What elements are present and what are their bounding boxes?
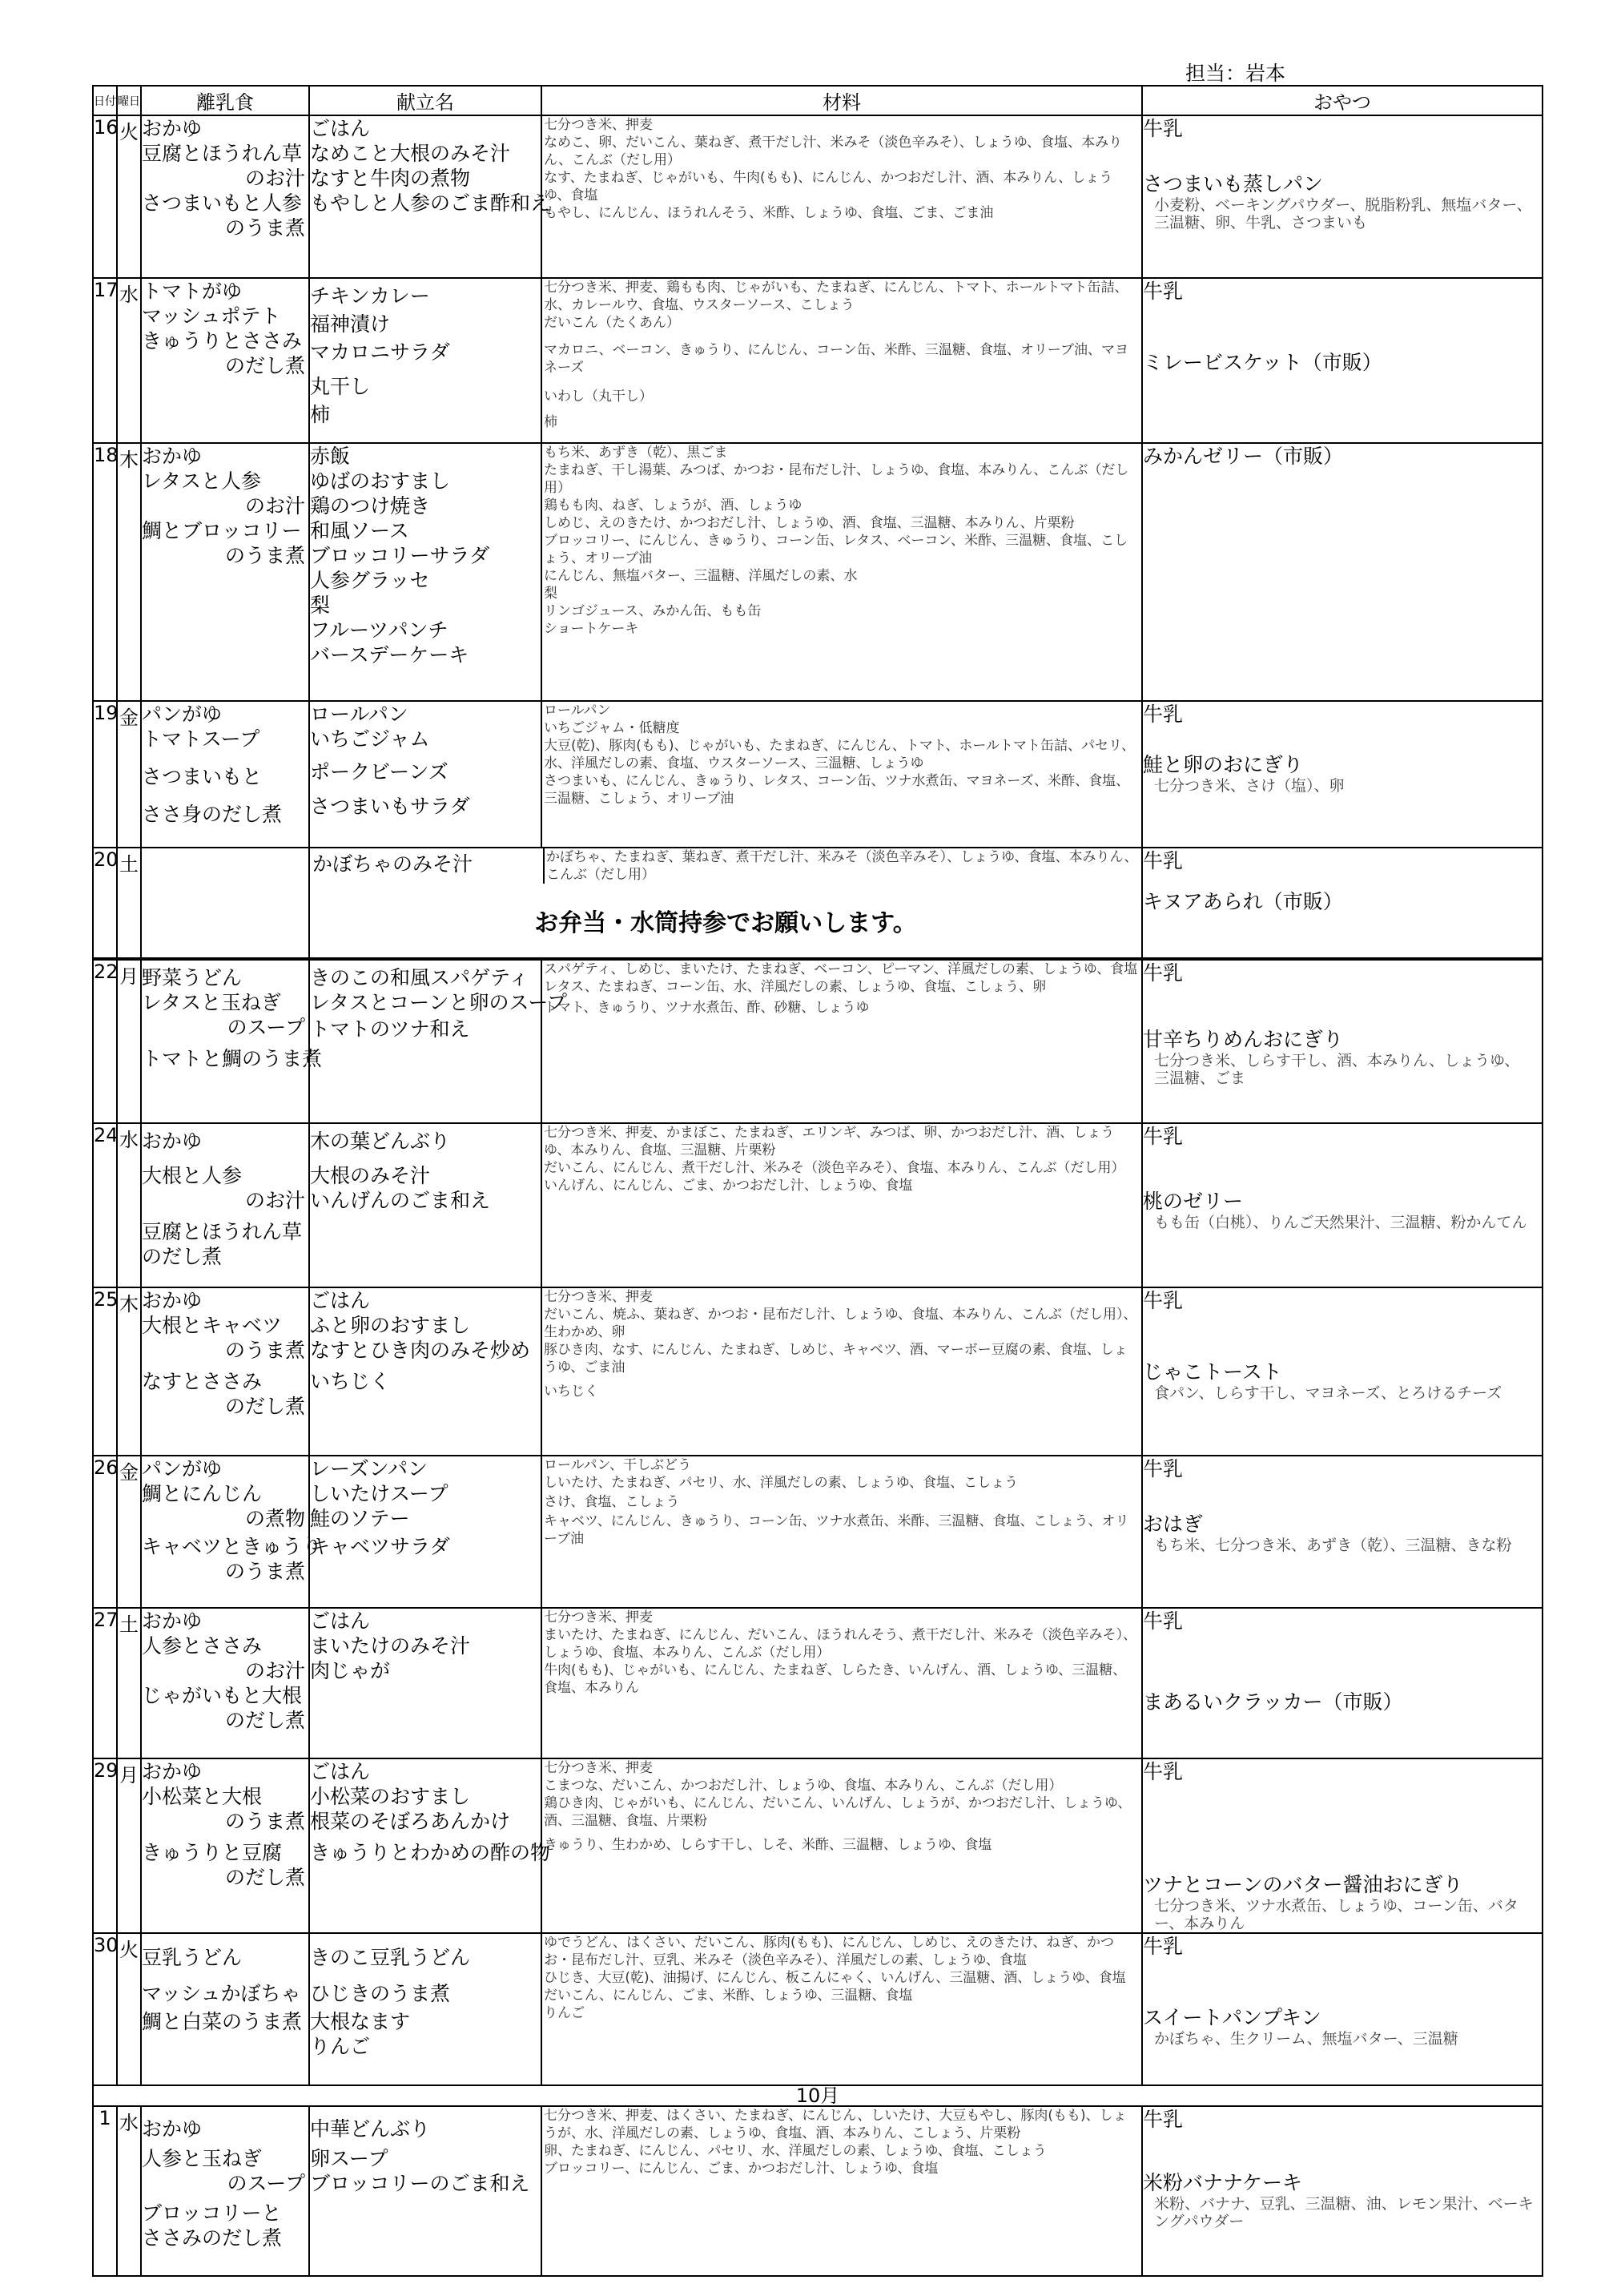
rinyu-item: おかゆ (142, 117, 203, 140)
month-row (93, 2085, 1543, 2106)
oyatsu-ingredients: かぼちゃ、生クリーム、無塩バター、三温糖 (1154, 2030, 1458, 2048)
kondate-item: チキンカレー (310, 284, 430, 308)
zairyo-item: 梨 (544, 586, 557, 602)
oyatsu-cell (1142, 848, 1543, 959)
oyatsu-item: 牛乳 (1143, 1125, 1184, 1148)
menu-body (93, 115, 1543, 2276)
day-date: 22 (93, 959, 117, 1123)
zairyo-item: だいこん、焼ふ、葉ねぎ、かつお・昆布だし汁、しょうゆ、食塩、本みりん、こんぶ（だし用）、生わかめ、卵 (544, 1307, 1137, 1340)
day-row (93, 701, 1543, 848)
rinyu-item: きゅうりと豆腐 (142, 1841, 283, 1864)
oyatsu-item: ミレービスケット（市販） (1143, 351, 1382, 374)
header-oyatsu: おやつ (1142, 86, 1543, 115)
zairyo-cell (541, 1608, 1142, 1758)
day-weekday: 月 (117, 1758, 141, 1933)
zairyo-item: りんご (544, 2005, 585, 2021)
zairyo-item: ロールパン、干しぶどう (544, 1457, 692, 1473)
rinyu-cell (141, 701, 309, 848)
kondate-item: 梨 (310, 594, 331, 617)
kondate-item: 丸干し (310, 375, 371, 398)
zairyo-item: リンゴジュース、みかん缶、もも缶 (544, 603, 762, 619)
oyatsu-item: 鮭と卵のおにぎり (1143, 753, 1304, 776)
oyatsu-cell (1142, 2106, 1543, 2276)
kondate-item: 和風ソース (310, 519, 409, 542)
kondate-item: いんげんのごま和え (310, 1189, 491, 1212)
oyatsu-ingredients: 米粉、バナナ、豆乳、三温糖、油、レモン果汁、ベーキングパウダー (1154, 2195, 1534, 2230)
zairyo-item: さつまいも、にんじん、きゅうり、レタス、コーン缶、ツナ水煮缶、マヨネーズ、米酢、食塩、三温糖、こしょう、オリーブ油 (544, 773, 1130, 807)
oyatsu-item: 牛乳 (1143, 1289, 1184, 1312)
oyatsu-item: 牛乳 (1143, 1760, 1184, 1783)
day-date: 20 (93, 848, 117, 959)
rinyu-item: パンがゆ (142, 1457, 223, 1480)
kondate-item: マカロニサラダ (310, 340, 450, 364)
month-label: 10月 (93, 2085, 1543, 2106)
oyatsu-cell (1142, 1287, 1543, 1456)
rinyu-item: おかゆ (142, 2117, 203, 2141)
rinyu-item: レタスと玉ねぎ (142, 991, 282, 1014)
zairyo-item: 七分つき米、押麦 (544, 1609, 653, 1625)
header-date: 日付 (93, 86, 117, 115)
oyatsu-item: じゃこトースト (1143, 1360, 1282, 1384)
rinyu-item: レタスと人参 (142, 469, 262, 493)
oyatsu-ingredients: 小麦粉、ベーキングパウダー、脱脂粉乳、無塩バター、三温糖、卵、牛乳、さつまいも (1154, 196, 1532, 232)
zairyo-item: だいこん、にんじん、煮干だし汁、米みそ（淡色辛みそ）、食塩、本みりん、こんぶ（だし用） (544, 1160, 1125, 1176)
kondate-item: 鶏のつけ焼き (310, 494, 431, 518)
oyatsu-ingredients: 食パン、しらす干し、マヨネーズ、とろけるチーズ (1154, 1384, 1502, 1402)
kondate-item: レーズンパン (310, 1457, 428, 1480)
zairyo-item: マカロニ、ベーコン、きゅうり、にんじん、コーン缶、米酢、三温糖、食塩、オリーブ油、マヨネーズ (544, 342, 1128, 376)
kondate-item: きのこ豆乳うどん (310, 1946, 471, 1969)
day-weekday: 金 (117, 701, 141, 848)
rinyu-item: のだし煮 (142, 1245, 223, 1268)
rinyu-item: 鯛とにんじん (142, 1482, 263, 1505)
kondate-item: 木の葉どんぶり (310, 1130, 451, 1153)
rinyu-item: のスープ (227, 2172, 305, 2195)
rinyu-item: 豆腐とほうれん草 (142, 1220, 303, 1243)
kondate-cell (309, 1287, 541, 1456)
rinyu-item: 鯛とブロッコリー (142, 519, 302, 542)
day-row (93, 443, 1543, 701)
zairyo-item: にんじん、無塩バター、三温糖、洋風だしの素、水 (544, 568, 858, 584)
zairyo-item: 大豆(乾)、豚肉(もも)、じゃがいも、たまねぎ、にんじん、トマト、ホールトマト缶詰、パセリ、水、洋風だしの素、食塩、ウスターソース、三温糖、しょうゆ (544, 738, 1136, 771)
zairyo-cell (541, 701, 1142, 848)
day-weekday: 水 (117, 1123, 141, 1287)
zairyo-item: ブロッコリー、にんじん、ごま、かつおだし汁、しょうゆ、食塩 (544, 2161, 939, 2177)
zairyo-item: いんげん、にんじん、ごま、かつおだし汁、しょうゆ、食塩 (544, 1178, 913, 1194)
oyatsu-cell (1142, 701, 1543, 848)
kondate-item: 小松菜のおすまし (310, 1785, 471, 1808)
rinyu-item: 大根とキャベツ (142, 1314, 283, 1337)
zairyo-item: さけ、食塩、こしょう (544, 1494, 680, 1510)
oyatsu-cell (1142, 1123, 1543, 1287)
oyatsu-item: まあるいクラッカー（市販） (1143, 1690, 1403, 1714)
rinyu-item: マッシュかぼちゃ (142, 1982, 301, 2005)
zairyo-item: なめこ、卵、だいこん、葉ねぎ、煮干だし汁、米みそ（淡色辛みそ）、しょうゆ、食塩、本みりん、こんぶ（だし用） (544, 135, 1123, 168)
menu-table (92, 85, 1543, 2277)
oyatsu-item: 牛乳 (1143, 849, 1184, 872)
rinyu-item: おかゆ (142, 1289, 203, 1312)
kondate-item: きゅうりとわかめの酢の物 (310, 1841, 551, 1864)
zairyo-item: キャベツ、にんじん、きゅうり、コーン缶、ツナ水煮缶、米酢、三温糖、食塩、こしょう、オリーブ油 (544, 1513, 1129, 1547)
kondate-cell (309, 443, 541, 701)
rinyu-cell (141, 2106, 309, 2276)
rinyu-item: さつまいもと人参 (142, 191, 303, 215)
zairyo-item: スパゲティ、しめじ、まいたけ、たまねぎ、ベーコン、ピーマン、洋風だしの素、しょうゆ、食塩 (544, 961, 1138, 977)
day-weekday: 木 (117, 443, 141, 701)
zairyo-cell (541, 278, 1142, 443)
rinyu-item: のうま煮 (224, 1810, 305, 1833)
zairyo-item: 七分つき米、押麦 (544, 117, 653, 133)
oyatsu-item: 牛乳 (1143, 280, 1184, 303)
kondate-item: 根菜のそぼろあんかけ (310, 1810, 511, 1833)
zairyo-item: もやし、にんじん、ほうれんそう、米酢、しょうゆ、食塩、ごま、ごま油 (544, 205, 994, 221)
day-weekday: 土 (117, 848, 141, 959)
zairyo-item: ゆでうどん、はくさい、だいこん、豚肉(もも)、にんじん、しめじ、えのきたけ、ねぎ、かつお・昆布だし汁、豆乳、米みそ（淡色辛みそ）、洋風だしの素、しょうゆ、食塩 (544, 1935, 1114, 1968)
rinyu-item: のだし煮 (224, 1395, 305, 1418)
oyatsu-item: 桃のゼリー (1143, 1190, 1244, 1213)
zairyo-cell (541, 2106, 1142, 2276)
rinyu-item: のお汁 (244, 167, 305, 190)
oyatsu-item: キヌアあられ（市販） (1143, 890, 1343, 913)
oyatsu-ingredients: 七分つき米、さけ（塩）、卵 (1154, 777, 1345, 795)
kondate-cell (309, 115, 551, 278)
rinyu-item: 人参とささみ (142, 1634, 263, 1658)
kondate-item: トマトのツナ和え (310, 1017, 470, 1041)
kondate-item: かぼちゃのみそ汁 (312, 852, 473, 876)
kondate-item: ごはん (310, 1289, 371, 1312)
kondate-item: ひじきのうま煮 (310, 1982, 451, 2005)
kondate-cell (309, 278, 541, 443)
rinyu-cell (141, 1933, 309, 2085)
rinyu-item: のスープ (227, 1016, 305, 1039)
rinyu-cell (141, 1608, 309, 1758)
kondate-item: 鮭のソテー (310, 1507, 410, 1530)
kondate-item: 大根のみそ汁 (310, 1164, 431, 1187)
zairyo-item: だいこん、にんじん、ごま、米酢、しょうゆ、三温糖、食塩 (544, 1988, 913, 2004)
zairyo-cell (541, 1933, 1142, 2085)
rinyu-cell (141, 848, 309, 959)
oyatsu-ingredients: 七分つき米、ツナ水煮缶、しょうゆ、コーン缶、バター、本みりん (1154, 1897, 1518, 1932)
zairyo-item: ブロッコリー、にんじん、きゅうり、コーン缶、レタス、ベーコン、米酢、三温糖、食塩、こしょう、オリーブ油 (544, 533, 1128, 566)
rinyu-item: さつまいもと (142, 765, 263, 788)
kondate-cell (309, 701, 541, 848)
kondate-zairyo-block (309, 848, 1142, 959)
rinyu-item: トマトスープ (142, 727, 260, 751)
kondate-zairyo-inner (310, 848, 1141, 884)
kondate-cell (309, 1456, 541, 1608)
day-date: 29 (93, 1758, 117, 1933)
oyatsu-ingredients: 七分つき米、しらす干し、酒、本みりん、しょうゆ、三温糖、ごま (1154, 1052, 1520, 1087)
kondate-part (310, 848, 543, 884)
header-rinyu: 離乳食 (141, 86, 309, 115)
zairyo-item: 七分つき米、押麦、鶏もも肉、じゃがいも、たまねぎ、にんじん、トマト、ホールトマト缶詰、水、カレールウ、食塩、ウスターソース、こしょう (544, 280, 1128, 313)
rinyu-item: ブロッコリーと (142, 2201, 282, 2225)
kondate-item: いちごジャム (310, 727, 430, 751)
kondate-item: ごはん (310, 117, 371, 140)
zairyo-item: 七分つき米、押麦 (544, 1760, 653, 1776)
kondate-item: バースデーケーキ (310, 643, 469, 667)
day-row (93, 278, 1543, 443)
day-date: 19 (93, 701, 117, 848)
day-row (93, 1123, 1543, 1287)
rinyu-cell (141, 959, 323, 1123)
oyatsu-cell (1142, 1758, 1543, 1933)
rinyu-item: のうま煮 (224, 216, 305, 240)
day-row (93, 959, 1543, 1123)
kondate-item: しいたけスープ (310, 1482, 448, 1505)
kondate-item: ごはん (310, 1760, 371, 1783)
rinyu-item: きゅうりとささみ (142, 329, 303, 352)
zairyo-item: かぼちゃ、たまねぎ、葉ねぎ、煮干だし汁、米みそ（淡色辛みそ）、しょうゆ、食塩、本みりん、こんぶ（だし用） (546, 849, 1138, 883)
kondate-item: もやしと人参のごま酢和え (310, 191, 551, 215)
rinyu-cell (141, 1287, 309, 1456)
day-row (93, 115, 1543, 278)
rinyu-item: じゃがいもと大根 (142, 1684, 303, 1707)
oyatsu-item: 牛乳 (1143, 1935, 1184, 1958)
rinyu-item: の煮物 (244, 1507, 305, 1530)
zairyo-item: いわし（丸干し） (544, 389, 653, 405)
kondate-item: 中華どんぶり (310, 2117, 431, 2141)
kondate-item: なすと牛肉の煮物 (310, 167, 471, 190)
kondate-item: さつまいもサラダ (310, 795, 470, 818)
zairyo-item: 牛肉(もも)、じゃがいも、にんじん、たまねぎ、しらたき、いんげん、酒、しょうゆ、三温糖、食塩、本みりん (544, 1662, 1127, 1696)
zairyo-item: 七分つき米、押麦、はくさい、たまねぎ、にんじん、しいたけ、大豆もやし、豚肉(もも)、しょうが、水、洋風だしの素、しょうゆ、食塩、酒、本みりん、こしょう、片栗粉 (544, 2108, 1127, 2141)
zairyo-cell (541, 1287, 1142, 1456)
oyatsu-item: さつまいも蒸しパン (1143, 172, 1324, 195)
rinyu-item: のうま煮 (224, 1339, 305, 1362)
kondate-cell (309, 1608, 541, 1758)
oyatsu-cell (1142, 115, 1543, 278)
kondate-item: キャベツサラダ (310, 1535, 450, 1558)
day-weekday: 木 (117, 1287, 141, 1456)
day-date: 26 (93, 1456, 117, 1608)
rinyu-item: のだし煮 (224, 354, 305, 377)
zairyo-item: 柿 (544, 414, 557, 430)
zairyo-item: だいこん（たくあん） (544, 315, 680, 331)
rinyu-item: 豆乳うどん (142, 1946, 243, 1969)
day-row (93, 2106, 1543, 2276)
zairyo-cell (541, 115, 1142, 278)
oyatsu-item: 牛乳 (1143, 1457, 1184, 1480)
zairyo-item: 鶏もも肉、ねぎ、しょうが、酒、しょうゆ (544, 497, 802, 514)
day-date: 16 (93, 115, 117, 278)
zairyo-item: 鶏ひき肉、じゃがいも、にんじん、だいこん、いんげん、しょうが、かつおだし汁、しょうゆ、酒、三温糖、食塩、片栗粉 (544, 1795, 1132, 1829)
kondate-item: 大根なます (310, 2010, 411, 2033)
rinyu-cell (141, 1758, 309, 1933)
kondate-item: 卵スープ (310, 2147, 388, 2170)
zairyo-cell (541, 443, 1142, 701)
zairyo-cell (541, 1758, 1142, 1933)
kondate-item: 福神漬け (310, 312, 391, 336)
kondate-item: なめこと大根のみそ汁 (310, 142, 511, 165)
oyatsu-cell (1142, 278, 1543, 443)
kondate-item: なすとひき肉のみそ炒め (310, 1339, 531, 1362)
oyatsu-item: 米粉バナナケーキ (1143, 2171, 1303, 2194)
zairyo-item: まいたけ、たまねぎ、にんじん、だいこん、ほうれんそう、煮干だし汁、米みそ（淡色辛みそ）、しょうゆ、食塩、本みりん、こんぶ（だし用） (544, 1627, 1137, 1661)
rinyu-cell (141, 278, 309, 443)
kondate-item: レタスとコーンと卵のスープ (310, 991, 568, 1014)
zairyo-cell (541, 1123, 1142, 1287)
kondate-item: 肉じゃが (310, 1659, 391, 1682)
day-date: 27 (93, 1608, 117, 1758)
zairyo-item: たまねぎ、干し湯葉、みつば、かつお・昆布だし汁、しょうゆ、食塩、本みりん、こんぶ（だし用） (544, 462, 1129, 496)
rinyu-item: キャベツときゅうり (142, 1535, 323, 1558)
oyatsu-cell (1142, 443, 1543, 701)
rinyu-item: トマトと鯛のうま煮 (142, 1047, 323, 1070)
rinyu-cell (141, 115, 309, 278)
zairyo-item: 七分つき米、押麦 (544, 1289, 653, 1305)
zairyo-item: こまつな、だいこん、かつおだし汁、しょうゆ、食塩、本みりん、こんぶ（だし用） (544, 1778, 1063, 1794)
kondate-item: ゆばのおすまし (310, 469, 451, 493)
rinyu-item: 人参と玉ねぎ (142, 2147, 263, 2170)
day-date: 18 (93, 443, 117, 701)
oyatsu-item: 牛乳 (1143, 1609, 1184, 1633)
oyatsu-item: ツナとコーンのバター醤油おにぎり (1143, 1873, 1463, 1896)
rinyu-item: おかゆ (142, 445, 203, 468)
kondate-cell (309, 1758, 551, 1933)
kondate-item: ブロッコリーのごま和え (310, 2172, 530, 2195)
bento-notice: お弁当・水筒持参でお願いします。 (534, 909, 917, 937)
kondate-item: りんご (310, 2035, 371, 2058)
oyatsu-cell (1142, 959, 1543, 1123)
rinyu-item: のうま煮 (224, 544, 305, 567)
rinyu-item: おかゆ (142, 1760, 203, 1783)
kondate-item: ブロッコリーサラダ (310, 544, 490, 567)
oyatsu-item: 牛乳 (1143, 2108, 1184, 2131)
kondate-cell (309, 1933, 541, 2085)
rinyu-item: のだし煮 (224, 1709, 305, 1732)
rinyu-item: 鯛と白菜のうま煮 (142, 2010, 303, 2033)
zairyo-item: しいたけ、たまねぎ、パセリ、水、洋風だしの素、しょうゆ、食塩、こしょう (544, 1475, 1019, 1491)
zairyo-item: いちじく (544, 1384, 598, 1400)
rinyu-cell (141, 443, 309, 701)
rinyu-item: トマトがゆ (142, 280, 243, 303)
day-date: 17 (93, 278, 117, 443)
zairyo-item: トマト、きゅうり、ツナ水煮缶、酢、砂糖、しょうゆ (544, 1000, 870, 1016)
day-weekday: 月 (117, 959, 141, 1123)
zairyo-cell (541, 959, 1142, 1123)
zairyo-item: 豚ひき肉、なす、にんじん、たまねぎ、しめじ、キャベツ、酒、マーボー豆腐の素、食塩、しょうゆ、ごま油 (544, 1342, 1128, 1376)
kondate-cell (309, 2106, 541, 2276)
rinyu-item: パンがゆ (142, 703, 223, 726)
day-weekday: 金 (117, 1456, 141, 1608)
zairyo-item: ロールパン (544, 703, 611, 719)
kondate-item: ごはん (310, 1609, 371, 1633)
zairyo-part (543, 848, 1141, 884)
rinyu-item: ささ身のだし煮 (142, 803, 283, 826)
day-weekday: 水 (117, 2106, 141, 2276)
kondate-item: いちじく (310, 1370, 391, 1393)
header-dow: 曜日 (117, 86, 141, 115)
rinyu-item: のお汁 (244, 1189, 305, 1212)
zairyo-item: きゅうり、生わかめ、しらす干し、しそ、米酢、三温糖、しょうゆ、食塩 (544, 1837, 992, 1853)
day-weekday: 水 (117, 278, 141, 443)
kondate-item: 人参グラッセ (310, 569, 430, 592)
rinyu-item: マッシュポテト (142, 304, 281, 328)
rinyu-item: 豆腐とほうれん草 (142, 142, 303, 165)
rinyu-cell (141, 1456, 323, 1608)
oyatsu-item: スイートパンプキン (1143, 2006, 1321, 2029)
rinyu-item: のうま煮 (224, 1560, 305, 1583)
kondate-cell (309, 1123, 541, 1287)
day-row (93, 1456, 1543, 1608)
rinyu-item: おかゆ (142, 1609, 203, 1633)
oyatsu-ingredients: もち米、七分つき米、あずき（乾）、三温糖、きな粉 (1154, 1537, 1512, 1554)
rinyu-item: なすとささみ (142, 1370, 263, 1393)
oyatsu-cell (1142, 1608, 1543, 1758)
zairyo-item: なす、たまねぎ、じゃがいも、牛肉(もも)、にんじん、かつおだし汁、酒、本みりん、しょうゆ、食塩 (544, 170, 1113, 203)
rinyu-item: 野菜うどん (142, 966, 243, 989)
staff-label: 担当：岩本 (1185, 62, 1286, 85)
header-row (93, 86, 1543, 115)
day-row (93, 1933, 1543, 2085)
kondate-cell (309, 959, 568, 1123)
zairyo-item: ひじき、大豆(乾)、油揚げ、にんじん、板こんにゃく、いんげん、三温糖、酒、しょうゆ、食塩 (544, 1970, 1126, 1986)
oyatsu-item: みかんゼリー（市販） (1143, 445, 1344, 468)
zairyo-item: レタス、たまねぎ、コーン缶、水、洋風だしの素、しょうゆ、食塩、こしょう、卵 (544, 979, 1047, 995)
day-weekday: 土 (117, 1608, 141, 1758)
rinyu-item: のだし煮 (224, 1866, 305, 1889)
day-row (93, 1287, 1543, 1456)
rinyu-item: のお汁 (244, 494, 305, 518)
rinyu-item: のお汁 (244, 1659, 305, 1682)
header-kondate: 献立名 (309, 86, 541, 115)
day-date: 25 (93, 1287, 117, 1456)
rinyu-item: ささみのだし煮 (142, 2226, 283, 2250)
zairyo-item: ショートケーキ (544, 621, 639, 637)
day-date: 24 (93, 1123, 117, 1287)
oyatsu-ingredients: もも缶（白桃）、りんご天然果汁、三温糖、粉かんてん (1154, 1214, 1527, 1231)
oyatsu-cell (1142, 1456, 1543, 1608)
day-weekday: 火 (117, 1933, 141, 2085)
day-date: 30 (93, 1933, 117, 2085)
rinyu-item: 大根と人参 (142, 1164, 243, 1187)
kondate-item: ふと卵のおすまし (310, 1314, 471, 1337)
header-zairyo: 材料 (541, 86, 1142, 115)
oyatsu-item: 牛乳 (1143, 703, 1184, 726)
day-weekday: 火 (117, 115, 141, 278)
zairyo-item: いちごジャム・低糖度 (544, 720, 680, 736)
oyatsu-item: 甘辛ちりめんおにぎり (1143, 1028, 1344, 1051)
zairyo-item: しめじ、えのきたけ、かつおだし汁、しょうゆ、酒、食塩、三温糖、本みりん、片栗粉 (544, 515, 1075, 531)
day-row (93, 1758, 1543, 1933)
zairyo-item: 七分つき米、押麦、かまぼこ、たまねぎ、エリンギ、みつば、卵、かつおだし汁、酒、しょうゆ、本みりん、食塩、三温糖、片栗粉 (544, 1125, 1115, 1158)
rinyu-item: 小松菜と大根 (142, 1785, 263, 1808)
oyatsu-item: 牛乳 (1143, 117, 1184, 140)
kondate-item: 柿 (310, 403, 331, 426)
day-row (93, 1608, 1543, 1758)
kondate-item: きのこの和風スパゲティ (310, 966, 529, 989)
kondate-item: まいたけのみそ汁 (310, 1634, 471, 1658)
kondate-item: フルーツパンチ (310, 618, 448, 642)
day-row (93, 848, 1543, 959)
kondate-item: ポークビーンズ (310, 760, 448, 783)
oyatsu-cell (1142, 1933, 1543, 2085)
oyatsu-item: 牛乳 (1143, 961, 1184, 985)
rinyu-cell (141, 1123, 309, 1287)
oyatsu-item: おはぎ (1143, 1513, 1204, 1536)
day-date: 1 (93, 2106, 117, 2276)
zairyo-cell (541, 1456, 1142, 1608)
zairyo-item: 卵、たまねぎ、にんじん、パセリ、水、洋風だしの素、しょうゆ、食塩、こしょう (544, 2143, 1047, 2159)
rinyu-item: おかゆ (142, 1130, 203, 1153)
zairyo-item: もち米、あずき（乾）、黒ごま (544, 445, 728, 461)
kondate-item: 赤飯 (310, 445, 351, 468)
kondate-item: ロールパン (310, 703, 408, 726)
